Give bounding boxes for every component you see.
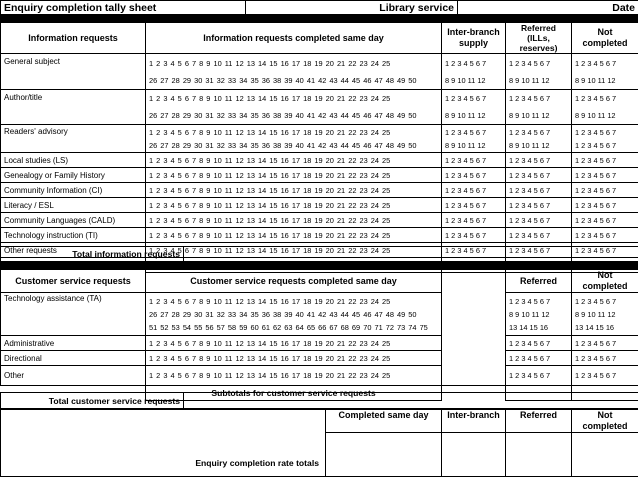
- table-row: [1, 125, 638, 153]
- table-row: [1, 198, 638, 213]
- tally-line: 1 2 3 4 5 6 7: [575, 58, 617, 68]
- row-label: Directional: [1, 351, 146, 366]
- tally-cell[interactable]: 1 2 3 4 5 6 7 8 9 10 11 12 13 14 15 16 17 18 19 20 21 22 23 24 25: [146, 243, 442, 258]
- row-label: Readers' advisory: [1, 125, 146, 153]
- tally-line: 1 2 3 4 5 6 7: [575, 296, 617, 306]
- inter-branch-cell[interactable]: 1 2 3 4 5 6 7: [442, 183, 506, 198]
- rate-completed-same-day-cell[interactable]: [326, 433, 442, 477]
- table-row: [1, 168, 638, 183]
- divider-bar: [0, 15, 638, 22]
- row-label: Genealogy or Family History: [1, 168, 146, 183]
- table-row: [1, 336, 638, 351]
- row-label: Other requests: [1, 243, 146, 258]
- tally-line: 1 2 3 4 5 6 7: [575, 140, 617, 150]
- not-completed-cell[interactable]: [572, 125, 638, 153]
- tally-line: 26 27 28 29 30 31 32 33 34 35 36 38 39 40 41 42 43 44 45 46 47 48 49 50: [149, 309, 417, 319]
- col-referred: Referred (ILLs, reserves): [506, 23, 572, 54]
- inter-branch-cell[interactable]: 1 2 3 4 5 6 7: [442, 228, 506, 243]
- total-information-label: Total information requests: [1, 247, 184, 262]
- tally-line: 1 2 3 4 5 6 7: [509, 94, 551, 103]
- col-cs-completed-same-day: Customer service requests completed same day: [146, 270, 442, 293]
- not-completed-cell[interactable]: 1 2 3 4 5 6 7: [572, 243, 638, 258]
- table-row: [1, 228, 638, 243]
- table-row: [1, 183, 638, 198]
- tally-line: 26 27 28 29 30 31 32 33 34 35 36 38 39 40 41 42 43 44 45 46 47 48 49 50: [149, 75, 417, 85]
- library-service-label: Library service: [246, 1, 458, 15]
- table-row: [1, 351, 638, 366]
- tally-line: 8 9 10 11 12: [445, 111, 486, 120]
- tally-line: 8 9 10 11 12: [445, 75, 486, 85]
- tally-line: 1 2 3 4 5 6 7 8 9 10 11 12 13 14 15 16 17 18 19 20 21 22 23 24 25: [149, 58, 391, 68]
- not-completed-cell[interactable]: [572, 293, 638, 336]
- tally-cell[interactable]: 1 2 3 4 5 6 7 8 9 10 11 12 13 14 15 16 17 18 19 20 21 22 23 24 25: [146, 366, 442, 386]
- tally-line: 1 2 3 4 5 6 7 8 9 10 11 12 13 14 15 16 17 18 19 20 21 22 23 24 25: [149, 296, 391, 306]
- tally-line: 8 9 10 11 12: [445, 140, 486, 150]
- table-row: [1, 90, 638, 125]
- not-completed-cell[interactable]: 1 2 3 4 5 6 7: [572, 336, 638, 351]
- tally-line: 1 2 3 4 5 6 7: [509, 127, 551, 137]
- tally-line: 8 9 10 11 12: [509, 111, 550, 120]
- referred-cell[interactable]: 1 2 3 4 5 6 7: [506, 366, 572, 386]
- tally-line: 8 9 10 11 12: [575, 309, 616, 319]
- tally-cell[interactable]: 1 2 3 4 5 6 7 8 9 10 11 12 13 14 15 16 17 18 19 20 21 22 23 24 25: [146, 336, 442, 351]
- referred-cell[interactable]: 1 2 3 4 5 6 7: [506, 336, 572, 351]
- tally-line: 8 9 10 11 12: [575, 111, 616, 120]
- row-label: Literacy / ESL: [1, 198, 146, 213]
- tally-line: 8 9 10 11 12: [509, 140, 550, 150]
- not-completed-cell[interactable]: 1 2 3 4 5 6 7: [572, 213, 638, 228]
- col-cs-referred: Referred: [506, 270, 572, 293]
- not-completed-cell[interactable]: 1 2 3 4 5 6 7: [572, 198, 638, 213]
- tally-cell[interactable]: 1 2 3 4 5 6 7 8 9 10 11 12 13 14 15 16 17 18 19 20 21 22 23 24 25: [146, 228, 442, 243]
- tally-line: 1 2 3 4 5 6 7: [445, 94, 487, 103]
- row-label: Technology assistance (TA): [1, 293, 146, 336]
- tally-line: 1 2 3 4 5 6 7: [445, 58, 487, 68]
- sheet-title: Enquiry completion tally sheet: [1, 1, 246, 15]
- col-not-completed: Not completed: [572, 23, 638, 54]
- inter-branch-cell[interactable]: 1 2 3 4 5 6 7: [442, 168, 506, 183]
- total-customer-service-row: [0, 392, 638, 409]
- referred-cell[interactable]: [506, 90, 572, 125]
- tally-cell[interactable]: 1 2 3 4 5 6 7 8 9 10 11 12 13 14 15 16 17 18 19 20 21 22 23 24 25: [146, 351, 442, 366]
- tally-line: 51 52 53 54 55 56 57 58 59 60 61 62 63 64 65 66 67 68 69 70 71 72 73 74 75: [149, 322, 428, 332]
- tally-line: 13 14 15 16: [509, 322, 549, 332]
- referred-cell[interactable]: 1 2 3 4 5 6 7: [506, 183, 572, 198]
- table-row: [1, 153, 638, 168]
- col-customer-service-requests: Customer service requests: [1, 270, 146, 293]
- referred-cell[interactable]: 1 2 3 4 5 6 7: [506, 198, 572, 213]
- inter-branch-cell[interactable]: [442, 125, 506, 153]
- referred-cell[interactable]: 1 2 3 4 5 6 7: [506, 351, 572, 366]
- col-information-requests: Information requests: [1, 23, 146, 54]
- col-rate-referred: Referred: [506, 410, 572, 433]
- rate-not-completed-cell[interactable]: [572, 433, 638, 477]
- referred-cell[interactable]: 1 2 3 4 5 6 7: [506, 213, 572, 228]
- tally-line: 26 27 28 29 30 31 32 33 34 35 36 38 39 40 41 42 43 44 45 46 47 48 49 50: [149, 111, 417, 120]
- tally-cell[interactable]: [146, 54, 442, 90]
- total-information-row: [0, 246, 638, 262]
- tally-line: 1 2 3 4 5 6 7: [509, 58, 551, 68]
- row-label: Other: [1, 366, 146, 386]
- tally-cell[interactable]: 1 2 3 4 5 6 7 8 9 10 11 12 13 14 15 16 17 18 19 20 21 22 23 24 25: [146, 183, 442, 198]
- rate-referred-cell[interactable]: [506, 433, 572, 477]
- row-label: General subject: [1, 54, 146, 90]
- referred-cell[interactable]: [506, 125, 572, 153]
- tally-cell[interactable]: [146, 90, 442, 125]
- tally-cell[interactable]: 1 2 3 4 5 6 7 8 9 10 11 12 13 14 15 16 17 18 19 20 21 22 23 24 25: [146, 198, 442, 213]
- row-label: Technology instruction (TI): [1, 228, 146, 243]
- information-requests-table: [0, 22, 638, 273]
- tally-cell[interactable]: 1 2 3 4 5 6 7 8 9 10 11 12 13 14 15 16 17 18 19 20 21 22 23 24 25: [146, 153, 442, 168]
- inter-branch-cell[interactable]: 1 2 3 4 5 6 7: [442, 213, 506, 228]
- inter-branch-cell[interactable]: 1 2 3 4 5 6 7: [442, 243, 506, 258]
- title-bar: [0, 0, 638, 15]
- blank-inter-branch-column: [442, 270, 506, 386]
- tally-line: 1 2 3 4 5 6 7: [445, 127, 487, 137]
- tally-line: 1 2 3 4 5 6 7: [575, 94, 617, 103]
- inter-branch-cell[interactable]: 1 2 3 4 5 6 7: [442, 198, 506, 213]
- col-rate-completed-same-day: Completed same day: [326, 410, 442, 433]
- row-label: Community Information (CI): [1, 183, 146, 198]
- col-rate-not-completed: Not completed: [572, 410, 638, 433]
- referred-cell[interactable]: 1 2 3 4 5 6 7: [506, 228, 572, 243]
- referred-cell[interactable]: [506, 54, 572, 90]
- tally-cell[interactable]: [146, 125, 442, 153]
- tally-line: 1 2 3 4 5 6 7 8 9 10 11 12 13 14 15 16 17 18 19 20 21 22 23 24 25: [149, 94, 391, 103]
- not-completed-cell[interactable]: 1 2 3 4 5 6 7: [572, 153, 638, 168]
- not-completed-cell[interactable]: 1 2 3 4 5 6 7: [572, 183, 638, 198]
- subtotals-label: Subtotals for customer service requests: [146, 386, 442, 401]
- tally-line: 1 2 3 4 5 6 7 8 9 10 11 12 13 14 15 16 17 18 19 20 21 22 23 24 25: [149, 127, 391, 137]
- referred-cell[interactable]: [506, 293, 572, 336]
- row-label: Author/title: [1, 90, 146, 125]
- table-row: [1, 54, 638, 90]
- tally-cell[interactable]: [146, 293, 442, 336]
- not-completed-cell[interactable]: 1 2 3 4 5 6 7: [572, 228, 638, 243]
- table-row: [1, 366, 638, 386]
- row-label: Local studies (LS): [1, 153, 146, 168]
- total-customer-service-cell[interactable]: [184, 393, 638, 409]
- referred-cell[interactable]: 1 2 3 4 5 6 7: [506, 153, 572, 168]
- table-row: [1, 293, 638, 336]
- divider-bar: [0, 262, 638, 269]
- customer-service-table: [0, 269, 638, 401]
- completion-rate-label: Enquiry completion rate totals: [1, 410, 326, 477]
- row-label: Community Languages (CALD): [1, 213, 146, 228]
- not-completed-cell[interactable]: 1 2 3 4 5 6 7: [572, 168, 638, 183]
- col-completed-same-day: Information requests completed same day: [146, 23, 442, 54]
- rate-inter-branch-cell[interactable]: [442, 433, 506, 477]
- not-completed-cell[interactable]: 1 2 3 4 5 6 7: [572, 351, 638, 366]
- tally-cell[interactable]: 1 2 3 4 5 6 7 8 9 10 11 12 13 14 15 16 17 18 19 20 21 22 23 24 25: [146, 213, 442, 228]
- inter-branch-cell[interactable]: 1 2 3 4 5 6 7: [442, 153, 506, 168]
- tally-line: 8 9 10 11 12: [509, 309, 550, 319]
- tally-line: 26 27 28 29 30 31 32 33 34 35 36 38 39 40 41 42 43 44 45 46 47 48 49 50: [149, 140, 417, 150]
- referred-cell[interactable]: 1 2 3 4 5 6 7: [506, 168, 572, 183]
- date-label: Date: [458, 1, 638, 15]
- col-rate-inter-branch: Inter-branch: [442, 410, 506, 433]
- inter-branch-cell[interactable]: [442, 54, 506, 90]
- tally-line: 8 9 10 11 12: [575, 75, 616, 85]
- tally-line: 1 2 3 4 5 6 7: [509, 296, 551, 306]
- row-label: Administrative: [1, 336, 146, 351]
- tally-line: 1 2 3 4 5 6 7: [575, 127, 617, 137]
- table-row: [1, 213, 638, 228]
- not-completed-cell[interactable]: [572, 90, 638, 125]
- total-customer-service-label: Total customer service requests: [1, 393, 184, 409]
- col-cs-not-completed: Not completed: [572, 270, 638, 293]
- completion-rate-table: [0, 409, 638, 477]
- tally-line: 13 14 15 16: [575, 322, 615, 332]
- tally-line: 8 9 10 11 12: [509, 75, 550, 85]
- total-information-cell[interactable]: [184, 247, 638, 262]
- col-inter-branch-supply: Inter-branch supply: [442, 23, 506, 54]
- inter-branch-cell[interactable]: [442, 90, 506, 125]
- referred-cell[interactable]: 1 2 3 4 5 6 7: [506, 243, 572, 258]
- tally-cell[interactable]: 1 2 3 4 5 6 7 8 9 10 11 12 13 14 15 16 17 18 19 20 21 22 23 24 25: [146, 168, 442, 183]
- not-completed-cell[interactable]: [572, 54, 638, 90]
- not-completed-cell[interactable]: 1 2 3 4 5 6 7: [572, 366, 638, 386]
